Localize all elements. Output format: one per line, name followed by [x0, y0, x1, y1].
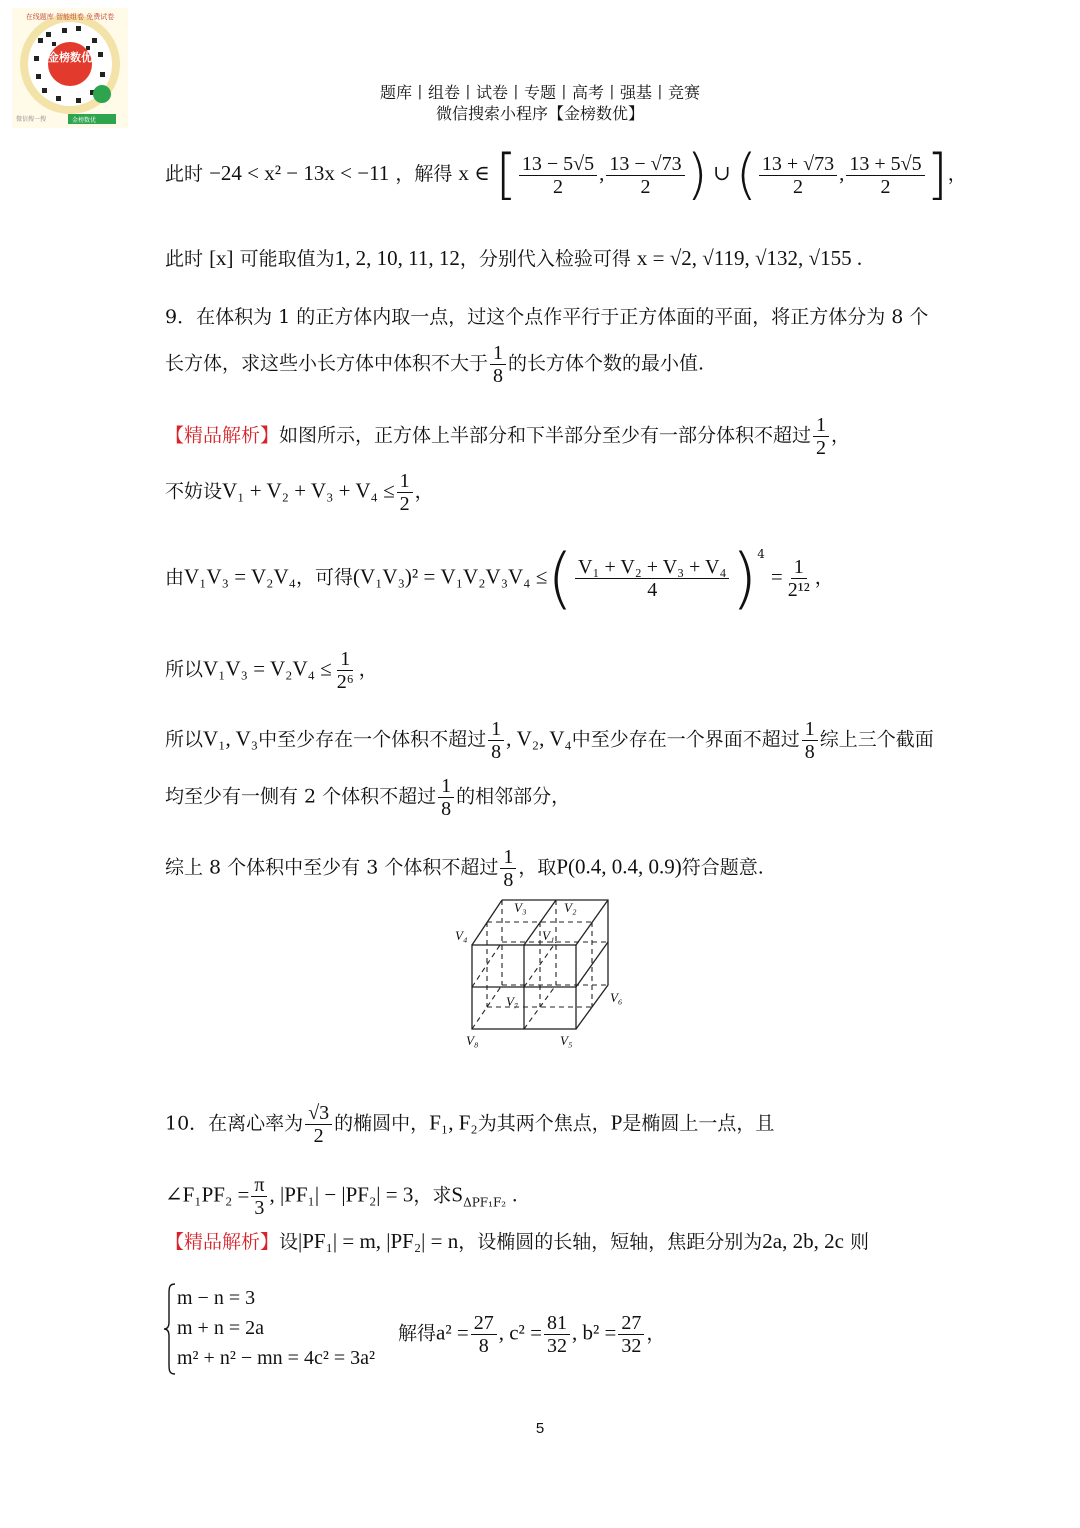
comma: , — [599, 161, 605, 185]
text: 如图所示，正方体上半部分和下半部分至少有一部分体积不超过 — [279, 424, 812, 447]
math: , |PF₁| − |PF₂| = 3 — [269, 1182, 414, 1207]
q10-line2 — [165, 1174, 517, 1219]
math: , c² = — [498, 1320, 542, 1345]
fraction-eccentricity: $\frac{√3}{2}$ — [305, 1102, 332, 1147]
text: 的相邻部分， — [456, 785, 571, 808]
text: ，分别代入检验可得 — [459, 248, 631, 270]
label-v6: V₆ — [610, 990, 623, 1005]
comma: ， — [831, 424, 851, 447]
fraction: $\frac{13 - √73}{2}$ — [606, 153, 684, 198]
a9-line3 — [165, 539, 834, 617]
system-brace — [163, 1282, 177, 1376]
comma: ， — [414, 480, 434, 503]
text: 此时 — [165, 248, 204, 270]
text: 的椭圆中， — [334, 1112, 430, 1135]
label-v3: V₃ — [514, 900, 527, 915]
left-paren: ( — [735, 143, 757, 206]
equation-3: m² + n² − mn = 4c² = 3a² — [177, 1347, 375, 1369]
math-point: P(0.4, 0.4, 0.9) — [556, 854, 682, 879]
exponent: 4 — [757, 547, 765, 562]
logo-footer-right: 金榜数优 — [72, 117, 97, 124]
logo-footer-left: 微信搜一搜 — [16, 116, 47, 123]
text: 由 — [165, 566, 185, 589]
page-number: 5 — [535, 1420, 545, 1437]
text: 综上 8 个体积中至少有 3 个体积不超过 — [165, 856, 499, 879]
math-result: x = √2, √119, √132, √155 . — [636, 246, 863, 270]
a9-line1 — [165, 414, 850, 459]
a9-line7 — [165, 846, 764, 891]
math: ∠F₁PF₂ = — [165, 1182, 250, 1207]
comma: ， — [358, 658, 378, 681]
header-nav: 题库丨组卷丨试卷丨专题丨高考丨强基丨竞赛 — [379, 83, 700, 102]
math: S — [451, 1182, 464, 1207]
logo-center-text: 金榜数优 — [48, 51, 92, 64]
text: 中至少存在一个体积不超过 — [258, 728, 487, 751]
text: 长方体，求这些小长方体中体积不大于 — [165, 352, 489, 375]
header-mini-program: 微信搜索小程序【金榜数优】 — [435, 104, 644, 123]
label-v1: V₁ — [542, 928, 555, 943]
a9-line5 — [165, 718, 934, 763]
fraction: $\frac{27}{8}$ — [471, 1312, 497, 1357]
period: . — [512, 1182, 518, 1207]
q9-line2 — [165, 342, 704, 387]
fraction-one-eighth: $\frac{1}{8}$ — [500, 846, 516, 891]
right-bracket: ] — [926, 143, 948, 206]
math: P — [610, 1110, 623, 1135]
fraction: $\frac{81}{32}$ — [544, 1312, 570, 1357]
a10-line1 — [165, 1229, 869, 1254]
math: V₁V₃ = V₂V₄ — [184, 564, 296, 589]
text: 所以 — [165, 658, 204, 681]
fraction-one-eighth: $\frac{1}{8}$ — [438, 775, 454, 820]
a10-solution — [398, 1312, 665, 1357]
cube-figure — [450, 890, 640, 1055]
comma: ， — [814, 566, 834, 589]
solution-tag: 【精品解析】 — [165, 424, 280, 447]
solution-tag: 【精品解析】 — [165, 1231, 280, 1253]
text: 综上三个截面 — [819, 728, 934, 751]
fraction-one-eighth: $\frac{1}{8}$ — [490, 342, 506, 387]
comma: ， — [947, 163, 967, 185]
a9-line2 — [165, 470, 434, 515]
fraction-one-eighth: $\frac{1}{8}$ — [488, 718, 504, 763]
fraction-half: $\frac{1}{2}$ — [813, 414, 829, 459]
line-floor-values — [165, 246, 862, 271]
math: F₁, F₂ — [429, 1110, 478, 1135]
fraction: $\frac{13 + √73}{2}$ — [759, 153, 837, 198]
text: 10．在离心率为 — [165, 1112, 304, 1135]
text: 符合题意. — [681, 856, 764, 879]
a9-line4 — [165, 648, 378, 693]
subscript: ΔPF₁F₂ — [463, 1195, 507, 1210]
text: 设 — [279, 1231, 299, 1253]
text: 均至少有一侧有 2 个体积不超过 — [165, 785, 437, 808]
text: 不妨设 — [165, 480, 223, 503]
union: ∪ — [707, 161, 736, 185]
math: V₁V₃ = V₂V₄ ≤ — [203, 656, 332, 681]
label-v8: V₈ — [466, 1033, 479, 1048]
math: = — [770, 564, 783, 589]
right-paren: ) — [686, 143, 708, 206]
fraction: $\frac{13 + 5√5}{2}$ — [846, 153, 924, 198]
text: 为其两个焦点， — [477, 1112, 611, 1135]
line-interval — [165, 143, 967, 206]
text: ，设椭圆的长轴，短轴，焦距分别为 — [458, 1231, 763, 1253]
math-floor: [x] — [209, 246, 234, 270]
label-v7: V₇ — [506, 994, 519, 1009]
comma: ， — [646, 1322, 666, 1345]
comma: , — [839, 161, 845, 185]
text: 可能取值为 — [239, 248, 335, 270]
right-paren: ) — [731, 539, 758, 617]
text: 中至少存在一个界面不超过 — [571, 728, 800, 751]
fraction: $\frac{13 - 5√5}{2}$ — [519, 153, 597, 198]
text: 的长方体个数的最小值. — [508, 352, 705, 375]
math: , V₂, V₄ — [506, 726, 572, 751]
system-equations — [177, 1283, 375, 1373]
text: ，可得 — [295, 566, 353, 589]
a9-line6 — [165, 775, 570, 820]
math: V₁, V₃ — [203, 726, 259, 751]
q10-line1 — [165, 1102, 774, 1147]
text: ，求 — [413, 1184, 452, 1207]
math: a² = — [436, 1320, 469, 1345]
label-v2: V₂ — [564, 900, 577, 915]
fraction-one-eighth: $\frac{1}{8}$ — [802, 718, 818, 763]
text: 则 — [849, 1231, 869, 1253]
fraction-result: $\frac{1}{\text{2¹²}}$ — [787, 556, 810, 601]
left-bracket: [ — [495, 143, 517, 206]
label-v4: V₄ — [455, 928, 468, 943]
text: 此时 — [165, 163, 204, 185]
math: |PF₁| = m, |PF₂| = n — [298, 1229, 459, 1253]
text: ，解得 — [395, 163, 453, 185]
fraction: $\frac{1}{\text{2⁶}}$ — [336, 648, 354, 693]
math: , b² = — [571, 1320, 617, 1345]
fraction-sum-quarter: $\frac{\text{V₁ + V₂ + V₃ + V₄}}{4}$ — [575, 556, 729, 601]
math-values: 1, 2, 10, 11, 12 — [334, 246, 460, 270]
q9-line1: 9．在体积为 1 的正方体内取一点，过这个点作平行于正方体面的平面，将正方体分为 8 个 — [165, 306, 929, 328]
text: ，取 — [518, 856, 557, 879]
math-inequality: −24 < x² − 13x < −11 — [209, 161, 390, 185]
text: 解得 — [398, 1322, 437, 1345]
math: x ∈ — [458, 161, 490, 185]
logo-ring-text: 在线题库 智能组卷 免费试卷 — [25, 13, 115, 21]
equation-1: m − n = 3 — [177, 1287, 256, 1309]
math: V₁ + V₂ + V₃ + V₄ ≤ — [222, 478, 395, 503]
equation-2: m + n = 2a — [177, 1317, 264, 1339]
fraction-half: $\frac{1}{2}$ — [397, 470, 413, 515]
math: 2a, 2b, 2c — [762, 1229, 844, 1253]
text: 所以 — [165, 728, 204, 751]
fraction: $\frac{27}{32}$ — [618, 1312, 644, 1357]
label-v5: V₅ — [560, 1033, 573, 1048]
left-paren: ( — [547, 539, 574, 617]
text: 是椭圆上一点，且 — [622, 1112, 775, 1135]
math: (V₁V₃)² = V₁V₂V₃V₄ ≤ — [352, 564, 548, 589]
fraction-pi-third: $\frac{\pi}{3}$ — [251, 1174, 267, 1219]
